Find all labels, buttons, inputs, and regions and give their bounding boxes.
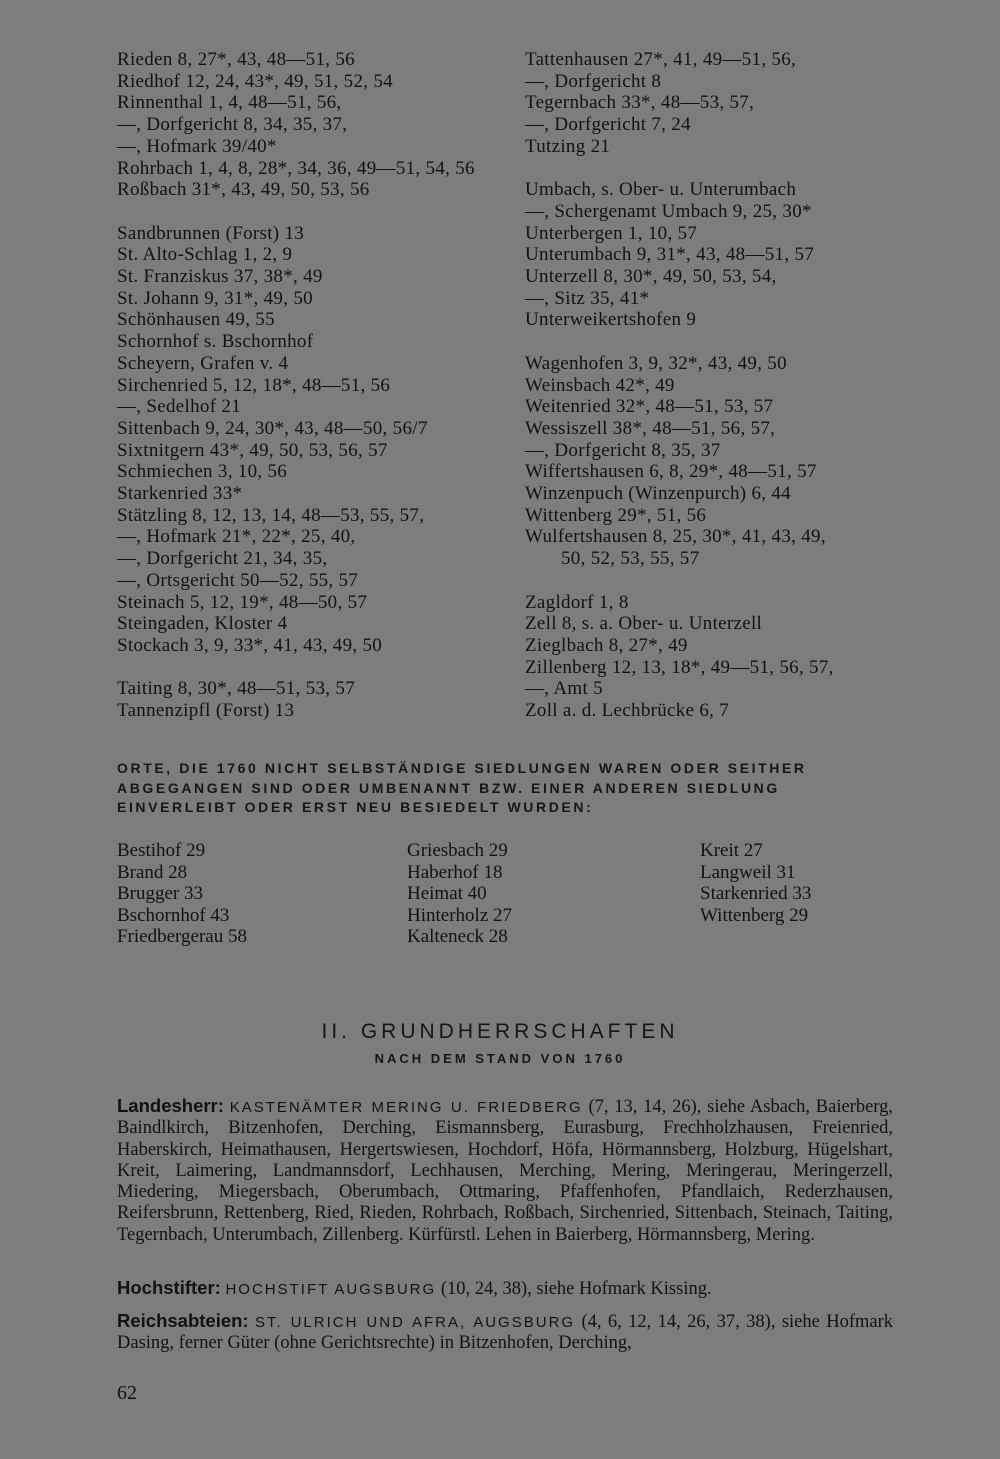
index-entry: Unterzell 8, 30*, 49, 50, 53, 54, <box>525 266 777 288</box>
place-entry: Wittenberg 29 <box>700 904 809 926</box>
index-entry: Rohrbach 1, 4, 8, 28*, 34, 36, 49—51, 54, 56 <box>117 157 475 179</box>
index-entry: —, Sedelhof 21 <box>117 396 241 418</box>
place-entry: Friedbergerau 58 <box>117 926 247 947</box>
index-entry: —, Amt 5 <box>525 678 603 700</box>
index-entry: —, Dorfgericht 8, 35, 37 <box>525 439 721 461</box>
index-entry: Winzenpuch (Winzenpurch) 6, 44 <box>525 483 791 505</box>
caps-reichsabteien: ST. ULRICH UND AFRA, AUGSBURG <box>255 1314 576 1331</box>
index-entry: Schornhof s. Bschornhof <box>117 331 314 353</box>
index-entry: St. Franziskus 37, 38*, 49 <box>117 266 323 288</box>
index-entry: Tegernbach 33*, 48—53, 57, <box>525 92 755 114</box>
index-entry: —, Hofmark 39/40* <box>117 135 277 157</box>
index-entry: —, Schergenamt Umbach 9, 25, 30* <box>525 200 812 222</box>
text-reichsabteien: (4, 6, 12, 14, 26, 37, 38), siehe Hofmark Dasing, ferner Güter (ohne Gerichtsrechte) in Bitzenhofen, Derching, <box>117 1312 894 1354</box>
index-entry: Wittenberg 29*, 51, 56 <box>525 504 707 526</box>
caps-hochstifter: HOCHSTIFT AUGSBURG <box>225 1281 437 1298</box>
index-entry: Wiffertshausen 6, 8, 29*, 48—51, 57 <box>525 461 817 483</box>
place-entry: Haberhof 18 <box>407 861 503 883</box>
place-entry: Kalteneck 28 <box>407 926 508 947</box>
places-column-3 <box>700 840 811 926</box>
place-entry: Langweil 31 <box>700 861 796 883</box>
place-entry: Griesbach 29 <box>407 840 508 861</box>
caps-landesherr: KASTENÄMTER MERING U. FRIEDBERG <box>229 1099 583 1116</box>
index-entry: Tattenhausen 27*, 41, 49—51, 56, <box>525 49 797 70</box>
paragraph-hochstifter <box>117 1277 893 1300</box>
index-entry: Weitenried 32*, 48—51, 53, 57 <box>525 396 774 418</box>
index-entry: Steinach 5, 12, 19*, 48—50, 57 <box>117 591 368 613</box>
index-entry: Starkenried 33* <box>117 483 243 505</box>
index-entry: Schmiechen 3, 10, 56 <box>117 461 288 483</box>
index-entry: Wagenhofen 3, 9, 32*, 43, 49, 50 <box>525 352 787 374</box>
index-gap <box>525 158 834 180</box>
text-hochstifter: (10, 24, 38), siehe Hofmark Kissing. <box>436 1279 712 1299</box>
index-entry: Stätzling 8, 12, 13, 14, 48—53, 55, 57, <box>117 504 425 526</box>
index-entry: Tannenzipfl (Forst) 13 <box>117 700 295 722</box>
lead-hochstifter: Hochstifter: <box>117 1277 221 1298</box>
lead-landesherr: Landesherr: <box>117 1095 224 1116</box>
index-entry: St. Johann 9, 31*, 49, 50 <box>117 287 313 309</box>
index-entry: Roßbach 31*, 43, 49, 50, 53, 56 <box>117 179 370 201</box>
paragraph-landesherr <box>117 1095 893 1246</box>
index-entry: Tutzing 21 <box>525 135 611 157</box>
index-entry: 50, 52, 53, 55, 57 <box>561 548 700 570</box>
index-entry: Rinnenthal 1, 4, 48—51, 56, <box>117 92 342 114</box>
index-entry: —, Hofmark 21*, 22*, 25, 40, <box>117 526 356 548</box>
index-entry: Zoll a. d. Lechbrücke 6, 7 <box>525 700 730 722</box>
index-entry: Steingaden, Kloster 4 <box>117 613 288 635</box>
index-entry: Taiting 8, 30*, 48—51, 53, 57 <box>117 678 355 700</box>
index-entry: Sirchenried 5, 12, 18*, 48—51, 56 <box>117 374 391 396</box>
text-landesherr: (7, 13, 14, 26), siehe Asbach, Baierberg, Baindlkirch, Bitzenhofen, Derching, Eismannsberg, Eurasburg, Frechholzhausen, Freienried, Haberskirch, Heimathausen, Hergertswiesen, Hochdorf, Höfa, Hörmannsberg, Holzburg, Hügelshart, Kreit, Laimering, Landmannsdorf, Lechhausen, Merching, Mering, Meringerau, Meringerzell, Miedering, Miegersbach, Oberumbach, Ottmaring, Pfaffenhofen, Pfandlaich, Rederzhausen, Reifersbrunn, Rettenberg, Ried, Rieden, Rohrbach, Roßbach, Sirchenried, Sittenbach, Steinach, Taiting, Tegernbach, Unterumbach, Zillenberg. Kürfürstl. Lehen in Baierberg, Hörmannsberg, Mering. <box>117 1097 894 1245</box>
places-column-2 <box>407 840 512 948</box>
index-entry: Scheyern, Grafen v. 4 <box>117 352 289 374</box>
paragraph-reichsabteien <box>117 1310 893 1355</box>
index-entry: Sixtnitgern 43*, 49, 50, 53, 56, 57 <box>117 439 388 461</box>
index-gap <box>525 331 834 353</box>
index-column-right <box>525 49 834 722</box>
place-entry: Hinterholz 27 <box>407 904 513 926</box>
index-entry: —, Sitz 35, 41* <box>525 287 650 309</box>
index-entry: —, Dorfgericht 8 <box>525 70 662 92</box>
index-entry: St. Alto-Schlag 1, 2, 9 <box>117 244 293 266</box>
index-entry: Wessiszell 38*, 48—51, 56, 57, <box>525 417 776 439</box>
index-entry: —, Dorfgericht 8, 34, 35, 37, <box>117 114 348 136</box>
section-title: II. GRUNDHERRSCHAFTEN <box>321 1020 679 1043</box>
index-entry: Zillenberg 12, 13, 18*, 49—51, 56, 57, <box>525 656 834 678</box>
index-column-left <box>117 49 475 722</box>
index-entry: Schönhausen 49, 55 <box>117 309 275 331</box>
index-entry: —, Ortsgericht 50—52, 55, 57 <box>117 569 359 591</box>
index-entry: Riedhof 12, 24, 43*, 49, 51, 52, 54 <box>117 70 393 92</box>
index-entry: Umbach, s. Ober- u. Unterumbach <box>525 179 797 201</box>
page-number: 62 <box>117 1382 137 1404</box>
index-entry: —, Dorfgericht 21, 34, 35, <box>117 548 328 570</box>
place-entry: Bschornhof 43 <box>117 904 230 926</box>
place-entry: Bestihof 29 <box>117 840 206 861</box>
places-column-1 <box>117 840 247 948</box>
place-entry: Kreit 27 <box>700 840 763 861</box>
index-entry: Unterbergen 1, 10, 57 <box>525 222 698 244</box>
lead-reichsabteien: Reichsabteien: <box>117 1310 249 1331</box>
place-entry: Starkenried 33 <box>700 883 812 904</box>
index-entry: Wulfertshausen 8, 25, 30*, 41, 43, 49, <box>525 526 826 548</box>
index-entry: Stockach 3, 9, 33*, 41, 43, 49, 50 <box>117 634 383 656</box>
index-gap <box>117 201 475 223</box>
place-entry: Brand 28 <box>117 861 188 883</box>
place-entry: Brugger 33 <box>117 883 204 904</box>
section-note: ORTE, DIE 1760 NICHT SELBSTÄNDIGE SIEDLUNGEN WAREN ODER SEITHER ABGEGANGEN SIND ODER UMBENANNT BZW. EINER ANDEREN SIEDLUNG EINVERLEIBT ODER ERST NEU BESIEDELT WURDEN: <box>117 760 807 815</box>
place-entry: Heimat 40 <box>407 883 487 904</box>
index-gap <box>525 570 834 592</box>
section-subtitle: NACH DEM STAND VON 1760 <box>374 1051 626 1066</box>
index-entry: Weinsbach 42*, 49 <box>525 374 675 396</box>
index-entry: Zell 8, s. a. Ober- u. Unterzell <box>525 613 763 635</box>
index-entry: Unterumbach 9, 31*, 43, 48—51, 57 <box>525 244 815 266</box>
index-entry: Rieden 8, 27*, 43, 48—51, 56 <box>117 49 355 70</box>
index-entry: Zieglbach 8, 27*, 49 <box>525 634 688 656</box>
index-entry: Sandbrunnen (Forst) 13 <box>117 222 305 244</box>
index-gap <box>117 657 475 679</box>
index-entry: —, Dorfgericht 7, 24 <box>525 114 691 136</box>
index-entry: Sittenbach 9, 24, 30*, 43, 48—50, 56/7 <box>117 417 428 439</box>
index-entry: Zagldorf 1, 8 <box>525 591 629 613</box>
index-entry: Unterweikertshofen 9 <box>525 309 697 331</box>
